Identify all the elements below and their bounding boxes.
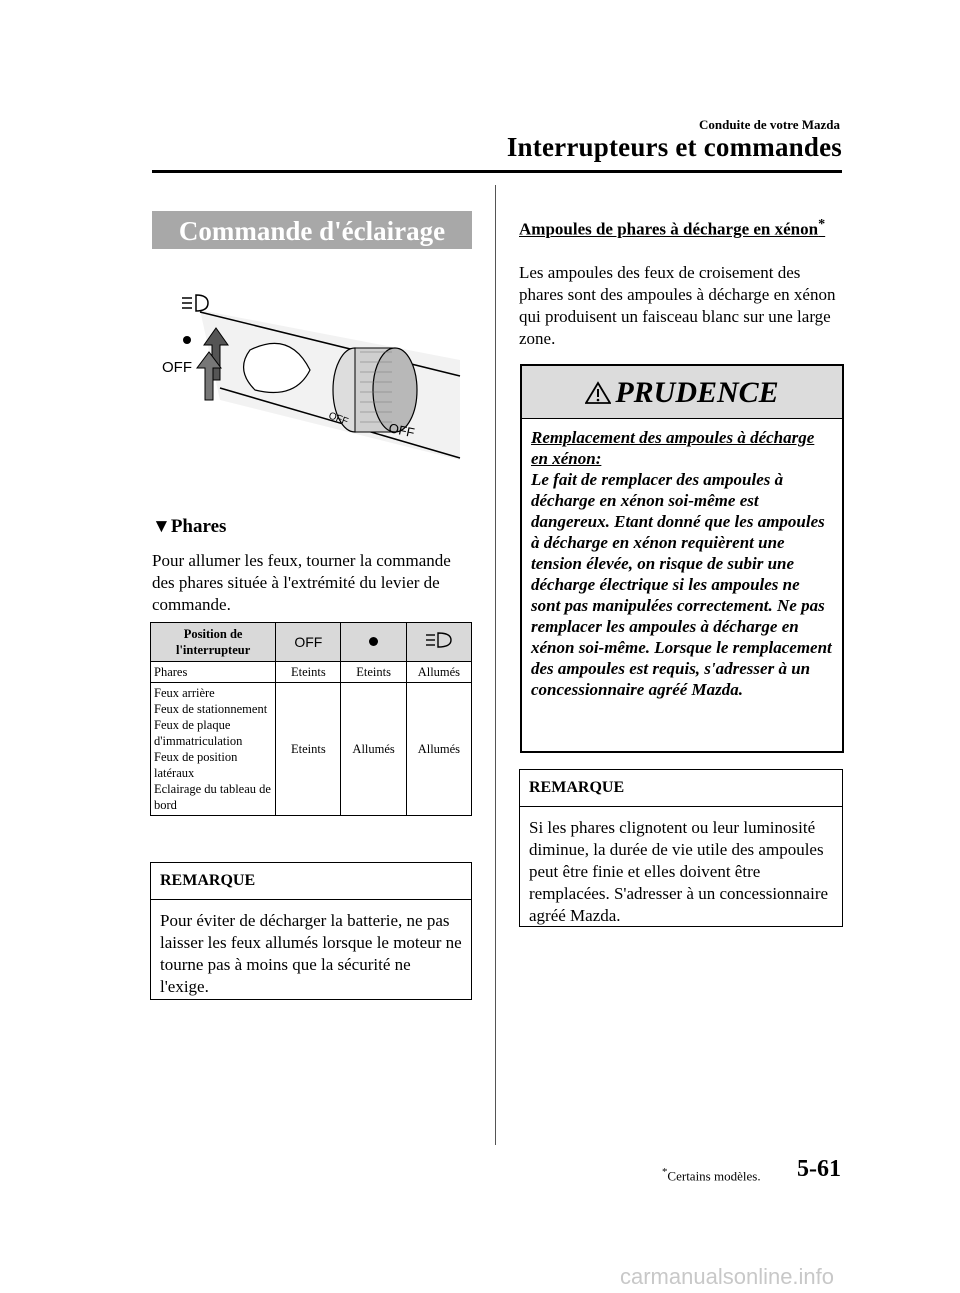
caution-header [522,366,842,419]
footnote-text: Certains modèles. [667,1168,761,1184]
xenon-paragraph: Les ampoules des feux de croisement des phares sont des ampoules à décharge en xénon qui produisent un faisceau blanc sur une large zone. [519,263,836,348]
header-rule [152,170,842,173]
xenon-heading-text: Ampoules de phares à décharge en xénon [519,219,819,239]
table-row [151,683,472,816]
note-text: Si les phares clignotent ou leur luminosité diminue, la durée de vie utile des ampoules peut être finie et elles doivent être remplacées. S'adresser à un concessionnaire agréé Mazda. [529,818,829,925]
subheading-phares [152,516,226,538]
caution-subtitle: Remplacement des ampoules à décharge en xénon: [531,428,815,468]
table-header-headlight [406,623,471,662]
headlight-high-icon [182,295,208,311]
page-number: 5-61 [797,1156,841,1182]
note-text: Pour éviter de décharger la batterie, ne pas laisser les feux allumés lorsque le moteur ne tourne pas à moins que la sécurité ne l'exige. [160,911,462,996]
subheading-text: Phares [170,516,227,537]
caution-title: PRUDENCE [615,376,779,409]
table-header-position: Position de l'interrupteur [151,623,276,662]
footnote-star: * [662,1166,668,1178]
off-label-dial: OFF [326,410,350,428]
row-line: Feux de stationnement [154,702,268,716]
footnote [662,1166,761,1184]
subheading-marker: ▼ [152,516,171,537]
row-line: Eclairage du tableau de bord [154,782,271,812]
warning-triangle-icon [585,381,611,405]
row-line: Feux arrière [154,686,215,700]
caution-text: Le fait de remplacer des ampoules à décharge en xénon soi-même est dangereux. Etant donné que les ampoules à décharge en xénon requièrent une tension élevée, on risque de subir une décharge électrique si les ampoules ne sont pas manipulées correctement. Ne pas remplacer les ampoules à décharge en xénon soi-même. Lorsque le remplacement des ampoules est requis, s'adresser à un concessionnaire agréé Mazda. [531,470,832,699]
column-divider [495,185,496,1145]
caution-box [520,364,844,753]
note-box-left [150,862,472,1000]
row-line: Feux de position latéraux [154,750,238,780]
note-box-right [519,769,843,927]
off-label: OFF [162,359,192,376]
light-switch-illustration [160,290,470,480]
parking-dot-icon [369,637,378,646]
row-line: Feux de plaque d'immatriculation [154,718,243,748]
cell-dot: Allumés [341,683,406,816]
headlight-high-icon [425,632,453,648]
section-banner: Commande d'éclairage [152,211,472,249]
cell-off: Eteints [276,662,341,683]
parking-dot-icon [183,336,191,344]
table-header-dot [341,623,406,662]
watermark[interactable]: carmanualsonline.info [620,1264,835,1289]
table-header-off: OFF [276,623,341,662]
cell-dot: Eteints [341,662,406,683]
off-label-fog: OFF [387,420,416,441]
note-title: REMARQUE [520,770,842,807]
cell-off: Eteints [276,683,341,816]
caution-body [522,419,842,708]
cell-on: Allumés [406,683,471,816]
row-label: Phares [151,662,276,683]
row-label-multi [151,683,276,816]
note-title: REMARQUE [151,863,471,900]
header-chapter: Interrupteurs et commandes [506,132,842,162]
cell-on: Allumés [406,662,471,683]
header-section: Conduite de votre Mazda [699,117,840,132]
footnote-star: * [818,216,826,232]
table-row [151,662,472,683]
xenon-heading [519,213,841,241]
intro-paragraph: Pour allumer les feux, tourner la commande des phares située à l'extrémité du levier de commande. [152,551,451,614]
switch-position-table [150,622,472,816]
